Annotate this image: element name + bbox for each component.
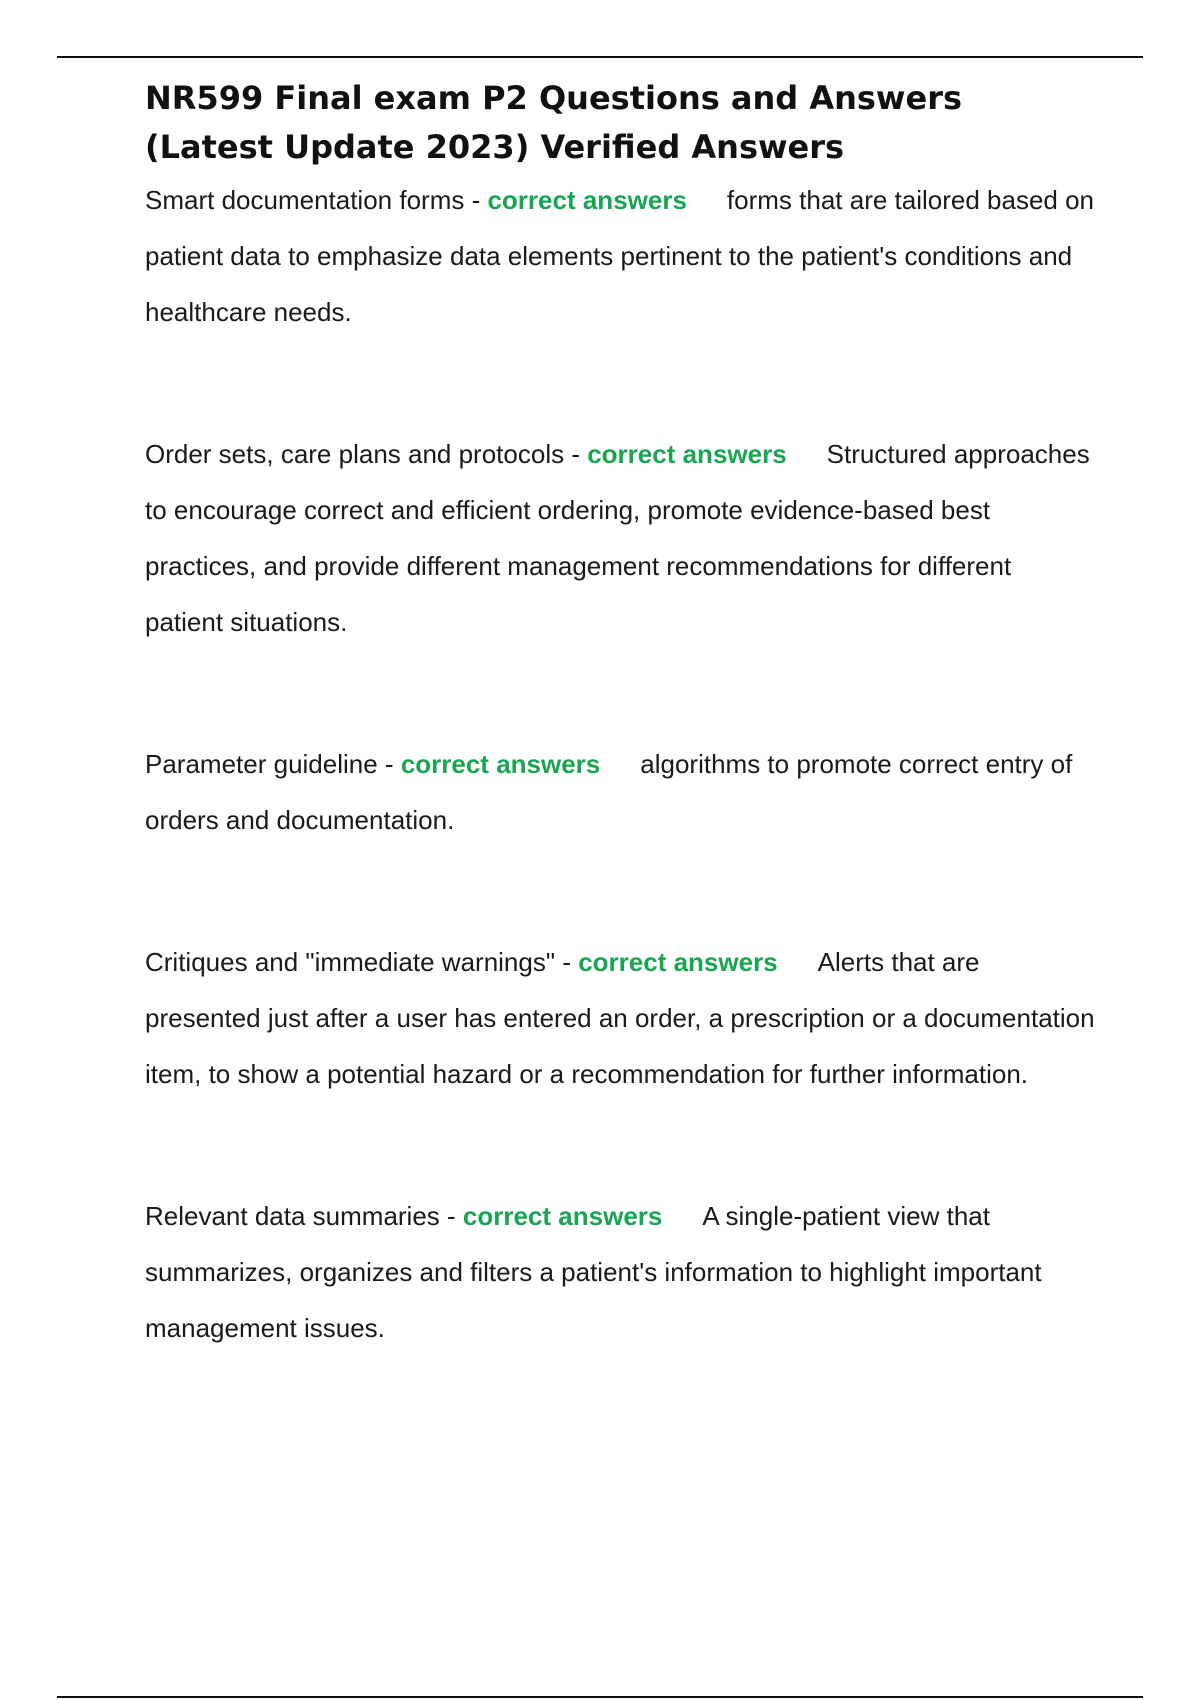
- qa-item-smart-documentation-forms: [145, 172, 1095, 340]
- bottom-divider: [57, 1696, 1143, 1698]
- qa-item-relevant-data-summaries: [145, 1188, 1095, 1356]
- correct-answers-tag: correct answers: [578, 947, 778, 977]
- qa-term: Order sets, care plans and protocols: [145, 439, 565, 469]
- qa-term: Relevant data summaries: [145, 1201, 440, 1231]
- qa-separator: -: [564, 439, 588, 469]
- correct-answers-tag: correct answers: [400, 749, 601, 779]
- qa-separator: -: [464, 185, 488, 215]
- document-body: [145, 74, 1095, 1442]
- qa-item-order-sets: [145, 426, 1095, 650]
- qa-separator: -: [439, 1201, 463, 1231]
- qa-term: Critiques and "immediate warnings": [145, 947, 556, 977]
- correct-answers-tag: correct answers: [462, 1201, 663, 1231]
- top-divider: [57, 56, 1143, 58]
- qa-separator: -: [377, 749, 401, 779]
- qa-item-parameter-guideline: [145, 736, 1095, 848]
- correct-answers-tag: correct answers: [487, 185, 687, 215]
- qa-term: Parameter guideline: [145, 749, 378, 779]
- qa-definition: Alerts that are presented just after a user has entered an order, a prescription or a documentation item, to show a potential hazard or a recommendation for further information.: [145, 947, 1095, 1089]
- qa-definition: Structured approaches to encourage correct and efficient ordering, promote evidence-based best practices, and provide different management recommendations for different patient situations.: [145, 439, 1090, 637]
- qa-item-critiques: [145, 934, 1095, 1102]
- qa-definition: A single-patient view that summarizes, organizes and filters a patient's information to highlight important management issues.: [145, 1201, 1042, 1343]
- correct-answers-tag: correct answers: [587, 439, 787, 469]
- document-title: NR599 Final exam P2 Questions and Answers (Latest Update 2023) Verified Answers: [145, 79, 963, 166]
- qa-term: Smart documentation forms: [145, 185, 465, 215]
- qa-separator: -: [555, 947, 579, 977]
- qa-definition: forms that are tailored based on patient data to emphasize data elements pertinent to the patient's conditions and healthcare needs.: [145, 185, 1095, 327]
- qa-definition: algorithms to promote correct entry of orders and documentation.: [145, 749, 1073, 835]
